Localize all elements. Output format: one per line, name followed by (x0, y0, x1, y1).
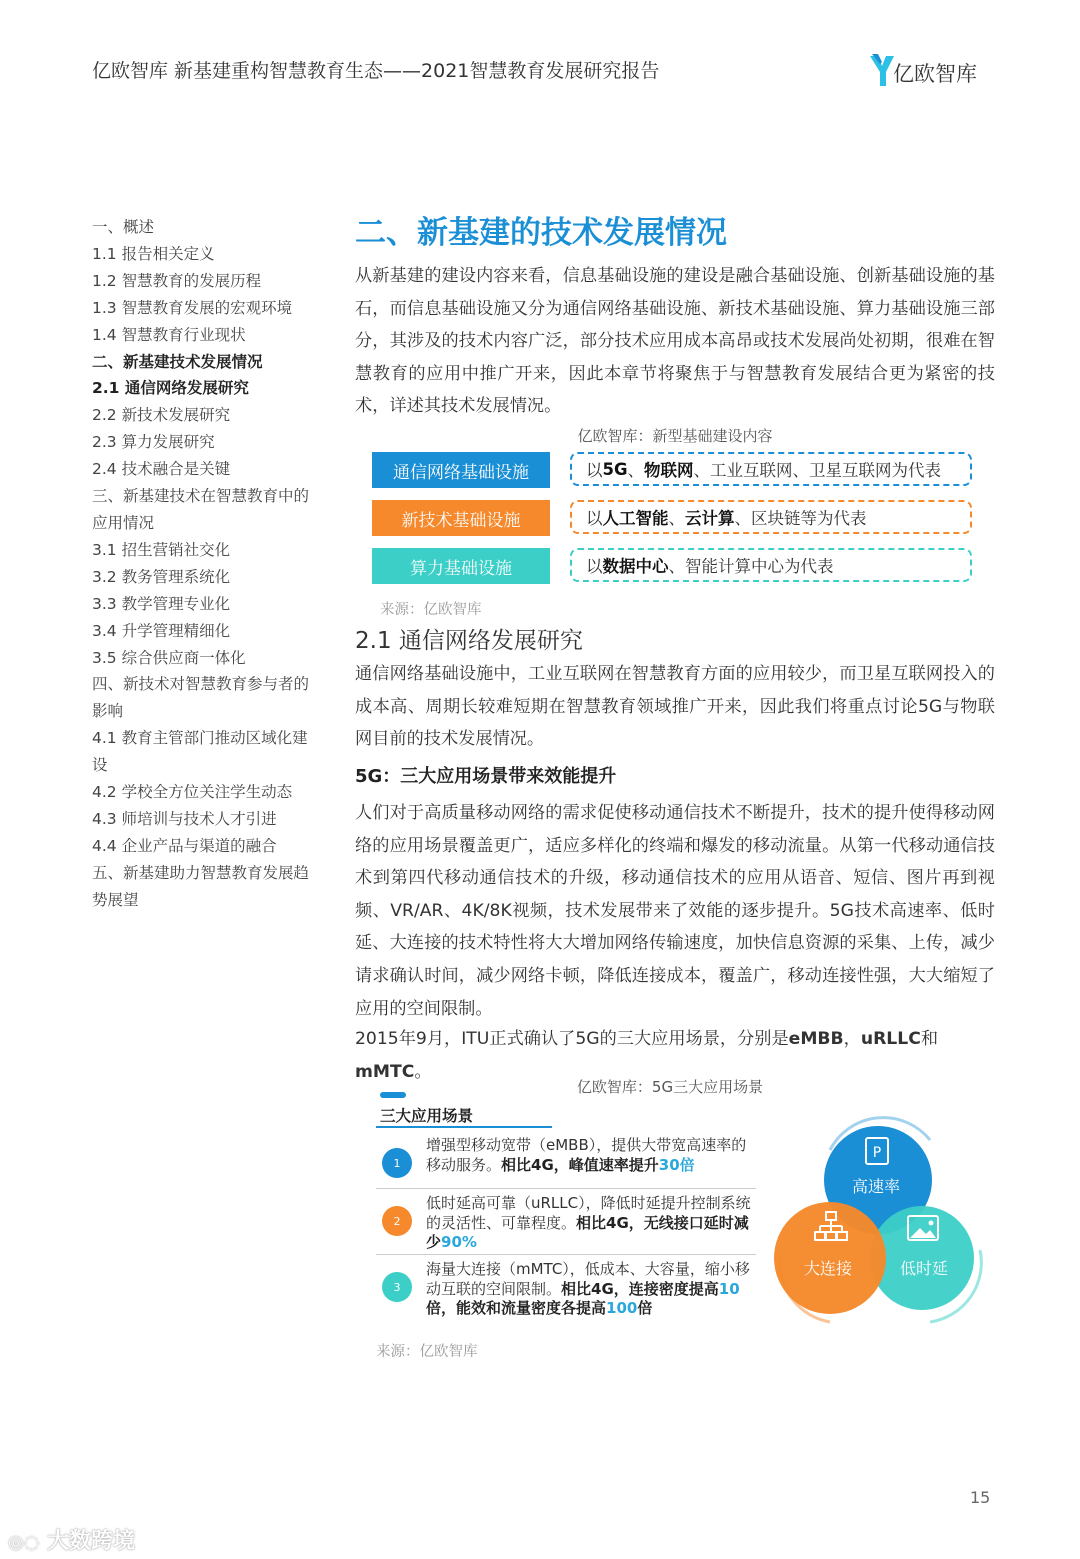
infrastructure-desc (570, 452, 972, 486)
toc-item[interactable]: 3.1 招生营销社交化 (92, 540, 231, 559)
section-title: 二、新基建的技术发展情况 (355, 215, 727, 251)
svg-text:P: P (872, 1145, 882, 1161)
scenario-number-badge: 3 (382, 1272, 412, 1302)
desc-part: 物联网 (644, 461, 694, 480)
subsection-title: 2.1 通信网络发展研究 (355, 628, 583, 654)
figure2-source: 来源：亿欧智库 (376, 1344, 478, 1360)
watermark-text (8, 1524, 135, 1555)
table-of-contents (92, 214, 322, 914)
para3-pre: 2015年9月，ITU正式确认了5G的三大应用场景，分别是 (355, 1029, 789, 1049)
item-separator (376, 1188, 756, 1189)
toc-item[interactable]: 一、概述 (92, 218, 155, 236)
desc-part: 、区块链等为代表 (734, 509, 867, 528)
text-part: 海量大连接（mMTC），低成本、大容量，缩小移动互联的空间限制。 (426, 1260, 750, 1298)
toc-item[interactable]: 4.4 企业产品与渠道的融合 (92, 836, 277, 855)
para3-embb: eMBB (788, 1029, 844, 1049)
venn-label-left: 大连接 (803, 1259, 853, 1278)
highlight-value: 10 (718, 1279, 740, 1298)
desc-part: 、工业互联网、卫星互联网为代表 (693, 461, 942, 480)
infrastructure-label: 算力基础设施 (372, 548, 550, 584)
text-part: 倍 (637, 1299, 653, 1317)
toc-item[interactable]: 二、新基建技术发展情况 (92, 352, 263, 371)
section-intro: 从新基建的建设内容来看，信息基础设施的建设是融合基础设施、创新基础设施的基石，而信息基础设施又分为通信网络基础设施、新技术基础设施、算力基础设施三部分，其涉及的技术内容广泛，部分技术应用成本高昂或技术发展尚处初期，很难在智慧教育的应用中推广开来，因此本章节将聚焦于与智慧教育发展结合更为紧密的技术，详述其技术发展情况。 (355, 266, 995, 417)
toc-item[interactable]: 3.4 升学管理精细化 (92, 621, 231, 640)
desc-part: 数据中心 (602, 557, 669, 576)
header-title: 亿欧智库 新基建重构智慧教育生态——2021智慧教育发展研究报告 (92, 60, 660, 82)
scenario-text (426, 1260, 756, 1319)
venn-label-right: 低时延 (899, 1259, 949, 1278)
text-part: 倍，能效和流量密度各提高 (426, 1299, 607, 1317)
infrastructure-label: 新技术基础设施 (372, 500, 550, 536)
desc-part: 以 (586, 461, 603, 480)
desc-part: 5G (602, 459, 628, 479)
toc-item[interactable]: 3.3 教学管理专业化 (92, 594, 231, 613)
logo-text: 亿欧智库 (893, 62, 977, 86)
toc-item[interactable]: 四、新技术对智慧教育参与者的影响 (92, 675, 310, 721)
para3-sep: ， (843, 1029, 861, 1049)
para3-and: 和 (920, 1029, 939, 1049)
para3-mmtc: mMTC (355, 1061, 415, 1082)
figure2-scenarios (376, 1092, 766, 1342)
infrastructure-desc (570, 500, 972, 534)
toc-item[interactable]: 1.1 报告相关定义 (92, 244, 215, 263)
highlight-value: 90% (441, 1233, 477, 1251)
toc-item[interactable]: 4.2 学校全方位关注学生动态 (92, 783, 293, 802)
desc-part: 、智能计算中心为代表 (668, 557, 834, 576)
toc-item[interactable]: 2.4 技术融合是关键 (92, 460, 231, 479)
figure1-caption: 亿欧智库：新型基础建设内容 (577, 426, 773, 445)
subsection-para2: 人们对于高质量移动网络的需求促使移动通信技术不断提升，技术的提升使得移动网络的应用场景覆盖更广，适应多样化的终端和爆发的移动流量。从第一代移动通信技术到第四代移动通信技术的升级，移动通信技术的应用从语音、短信、图片再到视频、VR/AR、4K/8K视频，技术发展带来了效能的逐步提升。5G技术高速率、低时延、大连接的技术特性将大大增加网络传输速度，加快信息资源的采集、上传，减少请求确认时间，减少网络卡顿，降低连接成本，覆盖广，移动连接性强，大大缩短了应用的空间限制。 (355, 803, 995, 1019)
para3-urllc: uRLLC (860, 1029, 921, 1049)
venn-circle-left (774, 1202, 886, 1314)
accent-bar (380, 1092, 406, 1098)
heading-5g: 5G：三大应用场景带来效能提升 (355, 766, 617, 787)
scenario-text (426, 1194, 756, 1253)
figure2-caption: 亿欧智库：5G三大应用场景 (576, 1078, 764, 1096)
toc-item[interactable]: 2.2 新技术发展研究 (92, 406, 231, 425)
page-number: 15 (970, 1488, 991, 1507)
figure2-heading: 三大应用场景 (380, 1107, 474, 1125)
toc-item[interactable]: 1.3 智慧教育发展的宏观环境 (92, 298, 293, 317)
heading-underline (376, 1126, 552, 1128)
scenario-number-badge: 2 (382, 1206, 412, 1236)
figure1-source: 来源：亿欧智库 (380, 602, 482, 618)
text-part: 增强型移动宽带（eMBB），提供大带宽高速率的移动服务。 (426, 1136, 747, 1174)
toc-item[interactable]: 1.2 智慧教育的发展历程 (92, 271, 262, 290)
para3-end: 。 (414, 1061, 432, 1082)
item-separator (376, 1254, 756, 1255)
desc-part: 人工智能 (602, 509, 669, 528)
main-content (355, 210, 995, 446)
text-part: 低时延高可靠（uRLLC），降低时延提升控制系统的灵活性、可靠程度。 (426, 1194, 751, 1232)
text-part: 相比4G，连接密度提高 (561, 1279, 719, 1298)
toc-item[interactable]: 1.4 智慧教育行业现状 (92, 325, 246, 344)
toc-item[interactable]: 2.1 通信网络发展研究 (92, 379, 249, 398)
watermark-logo-icon: ◎◌ (8, 1532, 40, 1553)
toc-item[interactable]: 4.3 师培训与技术人才引进 (92, 809, 277, 828)
figure1-infrastructure (372, 448, 982, 594)
scenario-text (426, 1136, 756, 1175)
infrastructure-desc (570, 548, 972, 582)
desc-part: 以 (586, 557, 603, 576)
toc-item[interactable]: 三、新基建技术在智慧教育中的应用情况 (92, 487, 310, 532)
highlight-value: 30倍 (658, 1155, 695, 1174)
toc-item[interactable]: 3.5 综合供应商一体化 (92, 648, 246, 667)
infrastructure-label: 通信网络基础设施 (372, 452, 550, 488)
desc-part: 、 (668, 509, 685, 528)
desc-part: 、 (627, 461, 645, 480)
toc-item[interactable]: 4.1 教育主管部门推动区域化建设 (92, 729, 308, 775)
toc-item[interactable]: 2.3 算力发展研究 (92, 433, 215, 452)
watermark-label: 大数跨境 (47, 1529, 136, 1554)
text-part: 相比4G，峰值速率提升 (501, 1155, 659, 1174)
venn-label-top: 高速率 (851, 1177, 901, 1196)
scenario-number-badge: 1 (382, 1148, 412, 1178)
desc-part: 以 (586, 509, 603, 528)
subsection-para1: 通信网络基础设施中，工业互联网在智慧教育方面的应用较少，而卫星互联网投入的成本高、周期长较难短期在智慧教育领域推广开来，因此我们将重点讨论5G与物联网目前的技术发展情况。 (355, 664, 995, 750)
text-part: 相比4G，无线接口延时减少 (426, 1213, 749, 1251)
highlight-value: 100 (606, 1299, 638, 1317)
venn-diagram (770, 1110, 990, 1340)
toc-item[interactable]: 3.2 教务管理系统化 (92, 567, 231, 586)
toc-item[interactable]: 五、新基建助力智慧教育发展趋势展望 (92, 863, 310, 909)
desc-part: 云计算 (685, 509, 735, 528)
